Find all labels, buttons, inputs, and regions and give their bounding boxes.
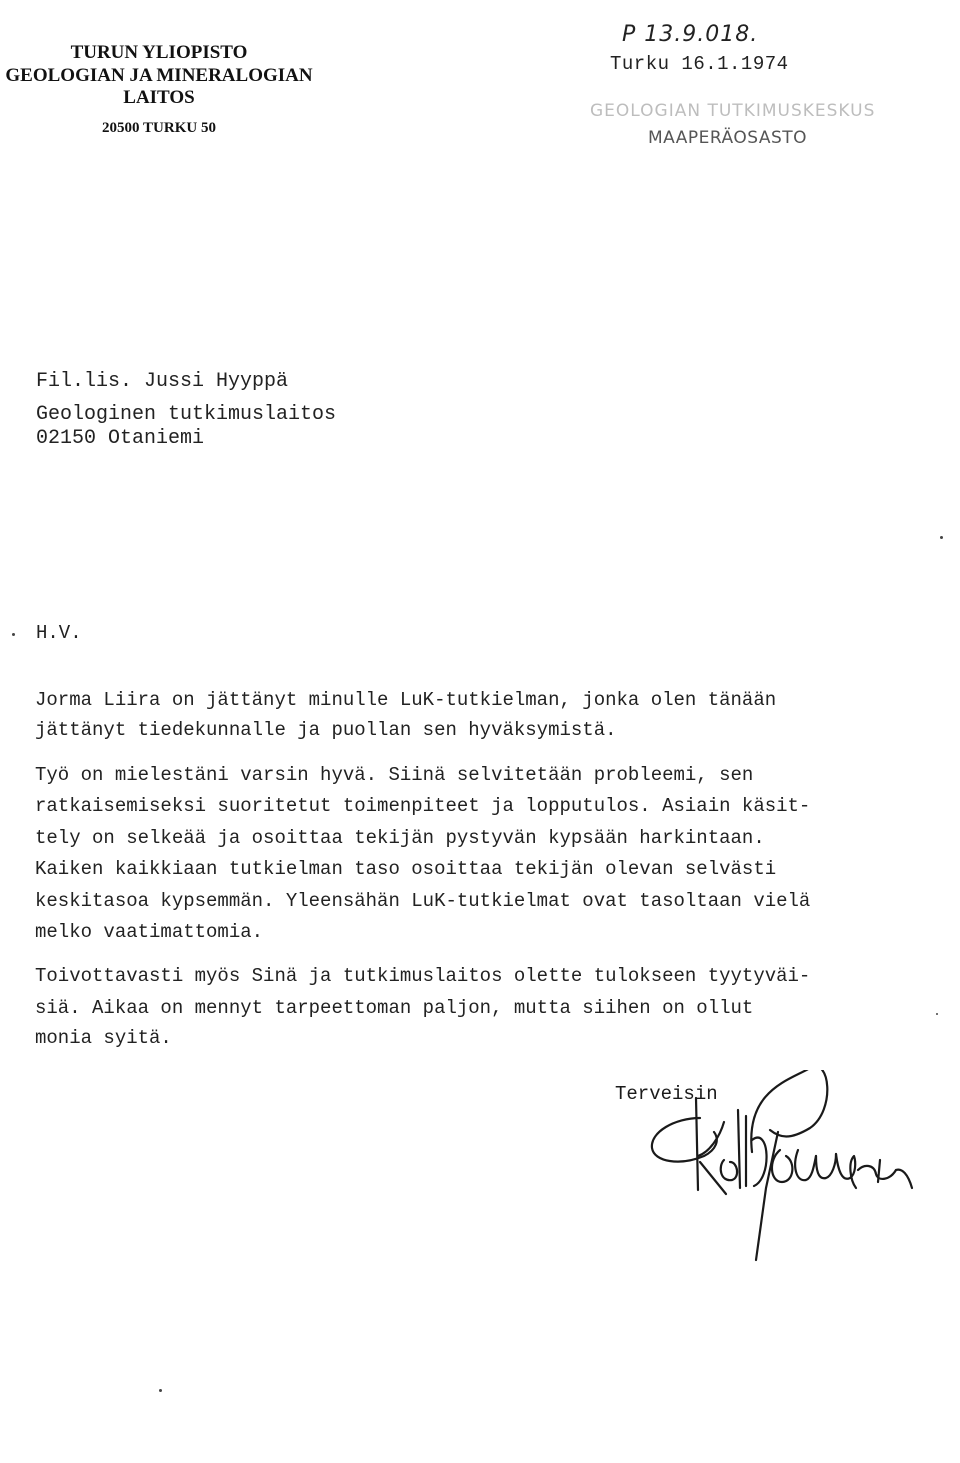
paragraph-2-line-3: tely on selkeää ja osoittaa tekijän pystyvän kypsään harkintaan. — [35, 827, 765, 849]
paragraph-2-line-2: ratkaisemiseksi suoritetut toimenpiteet ja lopputulos. Asiain käsit- — [35, 795, 811, 817]
letterhead-postal: 20500 TURKU 50 — [102, 119, 216, 136]
recipient-address: 02150 Otaniemi — [36, 427, 205, 450]
paper-speck — [159, 1389, 162, 1392]
paragraph-3-line-1: Toivottavasti myös Sinä ja tutkimuslaitos olette tulokseen tyytyväi- — [35, 965, 811, 987]
paper-speck — [12, 633, 15, 636]
stamp-line-2: MAAPERÄOSASTO — [648, 128, 808, 148]
recipient-name: Fil.lis. Jussi Hyyppä — [36, 370, 289, 393]
paragraph-3-line-3: monia syitä. — [35, 1027, 172, 1049]
letterhead — [0, 42, 318, 139]
paragraph-1-line-2: jättänyt tiedekunnalle ja puollan sen hyväksymistä. — [35, 719, 617, 741]
letter-date: Turku 16.1.1974 — [610, 53, 789, 75]
closing: Terveisin — [615, 1083, 718, 1105]
stamp-line-1: GEOLOGIAN TUTKIMUSKESKUS — [590, 101, 876, 121]
handwritten-note: P 13.9.018. — [622, 22, 759, 47]
letterhead-university: TURUN YLIOPISTO — [70, 42, 248, 63]
paragraph-1-line-1: Jorma Liira on jättänyt minulle LuK-tutkielman, jonka olen tänään — [35, 689, 777, 711]
paragraph-2-line-5: keskitasoa kypsemmän. Yleensähän LuK-tutkielmat ovat tasoltaan vielä — [35, 890, 811, 912]
paragraph-2-line-4: Kaiken kaikkiaan tutkielman taso osoittaa tekijän olevan selvästi — [35, 858, 777, 880]
paper-speck — [936, 1013, 938, 1015]
paragraph-3-line-2: siä. Aikaa on mennyt tarpeettoman paljon, mutta siihen on ollut — [35, 997, 754, 1019]
handwritten-signature — [640, 1070, 920, 1270]
letterhead-department: GEOLOGIAN JA MINERALOGIAN — [5, 64, 313, 86]
paragraph-2-line-1: Työ on mielestäni varsin hyvä. Siinä selvitetään probleemi, sen — [35, 764, 754, 786]
letterhead-laitos: LAITOS — [123, 87, 195, 108]
paper-speck — [940, 536, 943, 539]
salutation: H.V. — [36, 622, 82, 644]
paragraph-2-line-6: melko vaatimattomia. — [35, 921, 264, 943]
recipient-institution: Geologinen tutkimuslaitos — [36, 403, 337, 426]
